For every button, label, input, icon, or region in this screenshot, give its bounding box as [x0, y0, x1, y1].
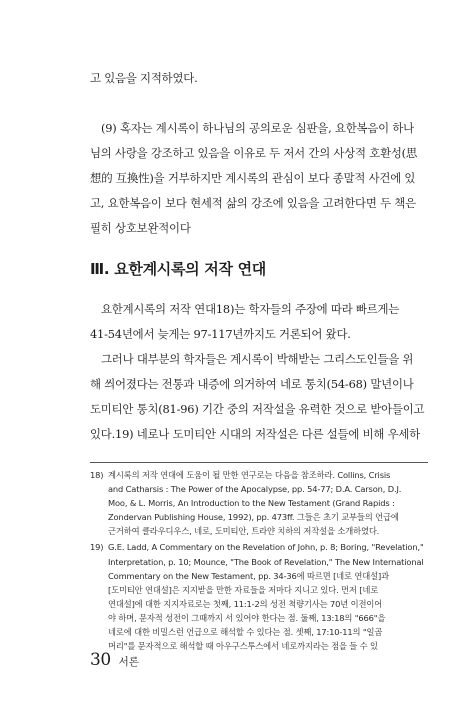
footnote-line: 네로에 대한 비밀스런 언급으로 해석할 수 있다는 점. 셋째, 17:10-11의 "일곱 [108, 627, 383, 638]
text-line: 필히 상호보완적이다 [90, 221, 191, 235]
text-line: 있다.19) 네로나 도미티안 시대의 저작설은 다른 설들에 비해 우세하 [90, 427, 421, 441]
footnote-divider [90, 462, 428, 463]
footnote-line: G.E. Ladd, A Commentary on the Revelation of John, p. 8; Boring, "Revelation," [108, 542, 424, 553]
text-line: 해 씌어졌다는 전통과 내증에 의거하여 네로 통치(54-68) 말년이나 [90, 377, 414, 391]
text-line: 고, 요한복음이 보다 현세적 삶의 강조에 있음을 고려한다면 두 책은 [90, 196, 416, 210]
text-line: 41-54년에서 늦게는 97-117년까지도 거론되어 왔다. [90, 327, 351, 341]
section-heading: Ⅲ. 요한계시록의 저작 연대 [90, 260, 266, 278]
footnote-19 [90, 540, 430, 653]
text-line: 도미티안 통치(81-96) 기간 중의 저작설을 유력한 것으로 받아들이고 [90, 402, 425, 416]
footnote-line: Interpretation, p. 10; Mounce, "The Book of Revelation," The New International [108, 556, 424, 567]
footnote-line: Commentary on the New Testament, pp. 34-36에 따르면 [네로 연대설]과 [108, 570, 389, 581]
paragraph-scholars [90, 347, 428, 447]
text-line: 요한계시록의 저작 연대18)는 학자들의 주장에 따라 빠르게는 [101, 302, 400, 316]
text-line: 고 있음을 지적하였다. [90, 71, 198, 85]
footnote-18 [90, 468, 430, 538]
footnote-line: [도미티안 연대설]은 지지받을 만한 자료들을 저마다 지니고 있다. 먼저 [네로 [108, 584, 379, 595]
text-line: (9) 혹자는 계시록이 하나님의 공의로운 심판을, 요한복음이 하나 [101, 121, 414, 135]
text-line: 님의 사랑을 강조하고 있음을 이유로 두 저서 간의 사상적 호환성(思 [90, 146, 418, 160]
footnote-line: Moo, & L. Morris, An Introduction to the New Testament (Grand Rapids : [108, 498, 395, 509]
text-line: 想的 互換性)을 거부하지만 계시록의 관심이 보다 종말적 사건에 있 [90, 171, 416, 185]
footnote-line: 계시록의 저작 연대에 도움이 될 만한 연구로는 다음을 참조하라. Collins, Crisis [108, 470, 391, 480]
footnote-line: Zondervan Publishing House, 1992), pp. 473ff. 그들은 초기 교부들의 언급에 [108, 512, 399, 523]
paragraph-point-9 [90, 116, 428, 241]
footnote-line: 연대설]에 대한 지지자료로는 첫째, 11:1-2의 성전 척량기사는 70년 이전이어 [108, 598, 383, 609]
footnote-line: 야 하며, 문자적 성전이 그때까지 서 있어야 한다는 점. 둘째, 13:18의 "666"을 [108, 612, 386, 623]
footnote-line: 근거하여 클라우디우스, 네로, 도미티안, 트라얀 치하의 저작설을 소개하였다. [108, 526, 380, 537]
footnote-line: 머리"를 문자적으로 해석할 때 아우구스투스에서 네로까지라는 점을 들 수 있 [108, 641, 378, 652]
footnotes [90, 468, 430, 653]
footnote-number: 18) [90, 470, 104, 480]
footnote-line: and Catharsis : The Power of the Apocalypse, pp. 54-77; D.A. Carson, D.J. [108, 484, 402, 495]
footnote-number: 19) [90, 542, 104, 553]
page-number: 30 [90, 650, 111, 670]
paragraph-continued [90, 66, 428, 91]
text-line: 그러나 대부분의 학자들은 계시록이 박해받는 그리스도인들을 위 [101, 352, 414, 366]
paragraph-date-range [90, 297, 428, 347]
page-footer [90, 650, 139, 670]
running-section-title: 서론 [118, 656, 139, 668]
